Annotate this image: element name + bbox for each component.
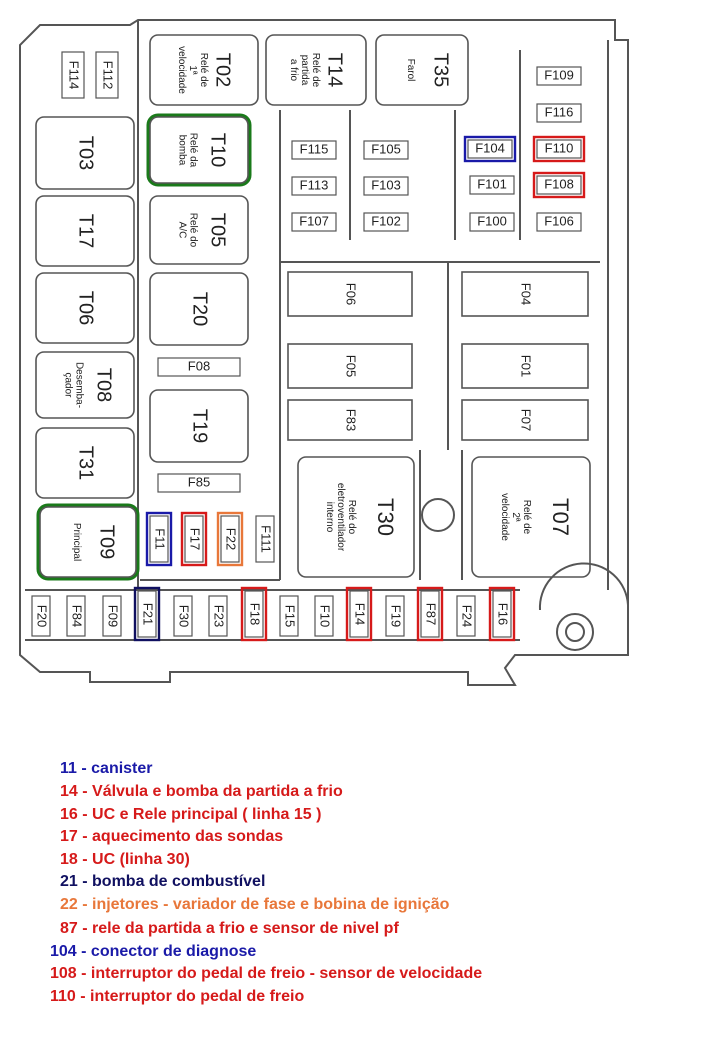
relay-id: T09 bbox=[95, 524, 118, 560]
relay-id: T05 bbox=[206, 212, 229, 248]
relay-t03 bbox=[36, 117, 134, 189]
legend bbox=[0, 758, 713, 1038]
fuse-label: F105 bbox=[371, 141, 401, 157]
relay-t19 bbox=[150, 390, 248, 462]
fuse-f08 bbox=[158, 358, 240, 376]
fuse-label: F08 bbox=[187, 358, 211, 374]
fuse-f24 bbox=[457, 596, 475, 636]
fuse-f112 bbox=[96, 52, 118, 98]
fuse-f20 bbox=[32, 596, 50, 636]
fuse-f109 bbox=[537, 67, 581, 85]
fuse-label: F18 bbox=[247, 602, 263, 626]
fuse-label: F21 bbox=[140, 602, 156, 626]
fuse-label: F20 bbox=[34, 604, 50, 628]
fuse-f111 bbox=[256, 516, 274, 562]
fuse-f18 bbox=[242, 588, 266, 640]
fuse-f101 bbox=[470, 176, 514, 194]
legend-num: 16 bbox=[60, 806, 78, 823]
fuse-f110 bbox=[534, 137, 584, 161]
legend-text: UC (linha 30) bbox=[92, 851, 190, 868]
legend-item-110: 110 - interruptor do pedal de freio bbox=[50, 988, 305, 1005]
fuse-label: F100 bbox=[477, 213, 507, 229]
legend-text: injetores - variador de fase e bobina de ignição bbox=[92, 896, 450, 913]
relay-desc: Relé doA/C bbox=[176, 212, 199, 248]
legend-num: 11 bbox=[60, 760, 77, 777]
fuse-f15 bbox=[280, 596, 298, 636]
relay-t05 bbox=[150, 196, 248, 264]
legend-text: interruptor do pedal de freio - sensor de velocidade bbox=[90, 965, 483, 982]
legend-num: 17 bbox=[60, 828, 78, 845]
fuse-f11 bbox=[147, 513, 171, 565]
relay-desc: Desemba-çador bbox=[62, 361, 85, 409]
legend-num: 14 bbox=[60, 783, 78, 800]
fuse-f113 bbox=[292, 177, 336, 195]
legend-text: interruptor do pedal de freio bbox=[90, 988, 305, 1005]
relay-t35 bbox=[376, 35, 468, 105]
fuse-label: F115 bbox=[299, 141, 329, 157]
fuse-f87 bbox=[418, 588, 442, 640]
fuse-label: F107 bbox=[299, 213, 329, 229]
relay-id: T17 bbox=[74, 213, 97, 249]
maxi-fuse-f01 bbox=[462, 344, 588, 388]
fuse-label: F111 bbox=[258, 525, 274, 553]
relay-desc: Farol bbox=[405, 58, 416, 82]
fuse-f21 bbox=[135, 588, 159, 640]
fuse-label: F116 bbox=[544, 104, 574, 120]
legend-item-22: 22 - injetores - variador de fase e bobina de ignição bbox=[60, 896, 450, 913]
legend-item-108: 108 - interruptor do pedal de freio - sensor de velocidade bbox=[50, 965, 483, 982]
relay-id: T30 bbox=[373, 498, 399, 536]
fuse-f23 bbox=[209, 596, 227, 636]
legend-text: UC e Rele principal ( linha 15 ) bbox=[92, 806, 322, 823]
fuse-label: F10 bbox=[317, 604, 333, 628]
legend-text: Válvula e bomba da partida a frio bbox=[92, 783, 343, 800]
fuse-f116 bbox=[537, 104, 581, 122]
relay-id: T35 bbox=[429, 52, 452, 88]
fuse-label: F16 bbox=[495, 602, 511, 626]
fuse-label: F108 bbox=[544, 176, 574, 192]
fuse-label: F84 bbox=[69, 604, 85, 628]
maxi-fuse-f83 bbox=[288, 400, 412, 440]
fuse-label: F101 bbox=[477, 176, 507, 192]
relay-t07 bbox=[472, 457, 590, 577]
fuse-f100 bbox=[470, 213, 514, 231]
relay-t14 bbox=[266, 35, 366, 105]
fuse-label: F01 bbox=[518, 354, 534, 378]
fuse-f09 bbox=[103, 596, 121, 636]
relay-t31 bbox=[36, 428, 134, 498]
legend-num: 110 bbox=[50, 988, 76, 1005]
fuse-label: F103 bbox=[371, 177, 401, 193]
fuse-f115 bbox=[292, 141, 336, 159]
fuse-label: F102 bbox=[371, 213, 401, 229]
fuse-f30 bbox=[174, 596, 192, 636]
fuse-label: F110 bbox=[544, 140, 574, 156]
legend-num: 22 bbox=[60, 896, 78, 913]
fuse-label: F15 bbox=[282, 604, 298, 628]
fuse-label: F23 bbox=[211, 604, 227, 628]
fuse-f103 bbox=[364, 177, 408, 195]
legend-num: 108 bbox=[50, 965, 77, 982]
legend-num: 87 bbox=[60, 920, 78, 937]
fuse-label: F106 bbox=[544, 213, 574, 229]
relay-id: T03 bbox=[74, 135, 97, 171]
fuse-label: F04 bbox=[518, 282, 534, 306]
fuse-f108 bbox=[534, 173, 584, 197]
relay-t02 bbox=[150, 35, 258, 105]
relay-id: T02 bbox=[211, 52, 234, 88]
fuse-label: F112 bbox=[100, 60, 116, 90]
relay-id: T07 bbox=[548, 498, 574, 536]
legend-num: 104 bbox=[50, 943, 77, 960]
relay-id: T19 bbox=[188, 408, 211, 444]
fuse-label: F14 bbox=[352, 602, 368, 626]
fuse-f106 bbox=[537, 213, 581, 231]
fuse-f105 bbox=[364, 141, 408, 159]
fuse-label: F30 bbox=[176, 604, 192, 628]
legend-item-14: 14 - Válvula e bomba da partida a frio bbox=[60, 783, 343, 800]
fuse-label: F19 bbox=[388, 604, 404, 628]
maxi-fuse-f05 bbox=[288, 344, 412, 388]
fuse-f19 bbox=[386, 596, 404, 636]
legend-item-21: 21 - bomba de combustível bbox=[60, 873, 266, 890]
legend-item-87: 87 - rele da partida a frio e sensor de nivel pf bbox=[60, 920, 399, 937]
fuse-label: F83 bbox=[343, 408, 359, 432]
fuse-label: F09 bbox=[105, 604, 121, 628]
fuse-label: F85 bbox=[187, 474, 211, 490]
legend-text: conector de diagnose bbox=[90, 943, 257, 960]
relay-desc: Principal bbox=[71, 522, 82, 562]
fuse-label: F05 bbox=[343, 354, 359, 378]
legend-text: bomba de combustível bbox=[92, 873, 266, 890]
maxi-fuse-f06 bbox=[288, 272, 412, 316]
legend-item-11: 11 - canister bbox=[60, 760, 153, 777]
fuse-f114 bbox=[62, 52, 84, 98]
fuse-label: F104 bbox=[475, 140, 505, 156]
fuse-label: F109 bbox=[544, 67, 574, 83]
fuse-f10 bbox=[315, 596, 333, 636]
relay-desc: Relé de2ªvelocidade bbox=[499, 493, 532, 541]
fuse-f22 bbox=[218, 513, 242, 565]
maxi-fuse-f04 bbox=[462, 272, 588, 316]
relay-desc: Relé departidaa frio bbox=[288, 52, 321, 88]
fuse-f104 bbox=[465, 137, 515, 161]
maxi-fuse-f07 bbox=[462, 400, 588, 440]
fuse-label: F24 bbox=[459, 604, 475, 628]
fuse-label: F07 bbox=[518, 408, 534, 432]
relay-t09 bbox=[38, 505, 138, 579]
relay-id: T06 bbox=[74, 290, 97, 326]
legend-item-16: 16 - UC e Rele principal ( linha 15 ) bbox=[60, 806, 322, 823]
fuse-f102 bbox=[364, 213, 408, 231]
relay-id: T14 bbox=[323, 52, 346, 88]
relay-t10 bbox=[148, 115, 250, 185]
relay-t08 bbox=[36, 352, 134, 418]
legend-text: canister bbox=[91, 760, 153, 777]
fuse-label: F113 bbox=[299, 177, 329, 193]
relay-t30 bbox=[298, 457, 414, 577]
relay-desc: Relé dabomba bbox=[176, 132, 199, 168]
legend-text: aquecimento das sondas bbox=[92, 828, 284, 845]
legend-text: rele da partida a frio e sensor de nivel pf bbox=[92, 920, 399, 937]
relay-desc: Relé doeletroventiladorinterno bbox=[324, 482, 357, 552]
fuse-label: F87 bbox=[423, 602, 439, 626]
fuse-f16 bbox=[490, 588, 514, 640]
legend-item-18: 18 - UC (linha 30) bbox=[60, 851, 190, 868]
fuse-label: F17 bbox=[187, 527, 203, 551]
fuse-f107 bbox=[292, 213, 336, 231]
legend-item-104: 104 - conector de diagnose bbox=[50, 943, 257, 960]
fuse-f85 bbox=[158, 474, 240, 492]
relay-id: T20 bbox=[188, 291, 211, 327]
relay-desc: Relé de1ªvelocidade bbox=[176, 46, 209, 94]
fuse-label: F114 bbox=[66, 60, 82, 90]
legend-num: 21 bbox=[60, 873, 78, 890]
relay-t06 bbox=[36, 273, 134, 343]
relay-id: T31 bbox=[74, 445, 97, 481]
legend-num: 18 bbox=[60, 851, 78, 868]
fuse-f84 bbox=[67, 596, 85, 636]
fuse-f17 bbox=[182, 513, 206, 565]
relay-t20 bbox=[150, 273, 248, 345]
relay-id: T10 bbox=[206, 132, 229, 168]
fuse-f14 bbox=[347, 588, 371, 640]
fuse-label: F06 bbox=[343, 282, 359, 306]
fuse-label: F22 bbox=[223, 527, 239, 551]
fuse-label: F11 bbox=[152, 528, 168, 550]
legend-item-17: 17 - aquecimento das sondas bbox=[60, 828, 284, 845]
relay-t17 bbox=[36, 196, 134, 266]
relay-id: T08 bbox=[92, 367, 115, 403]
